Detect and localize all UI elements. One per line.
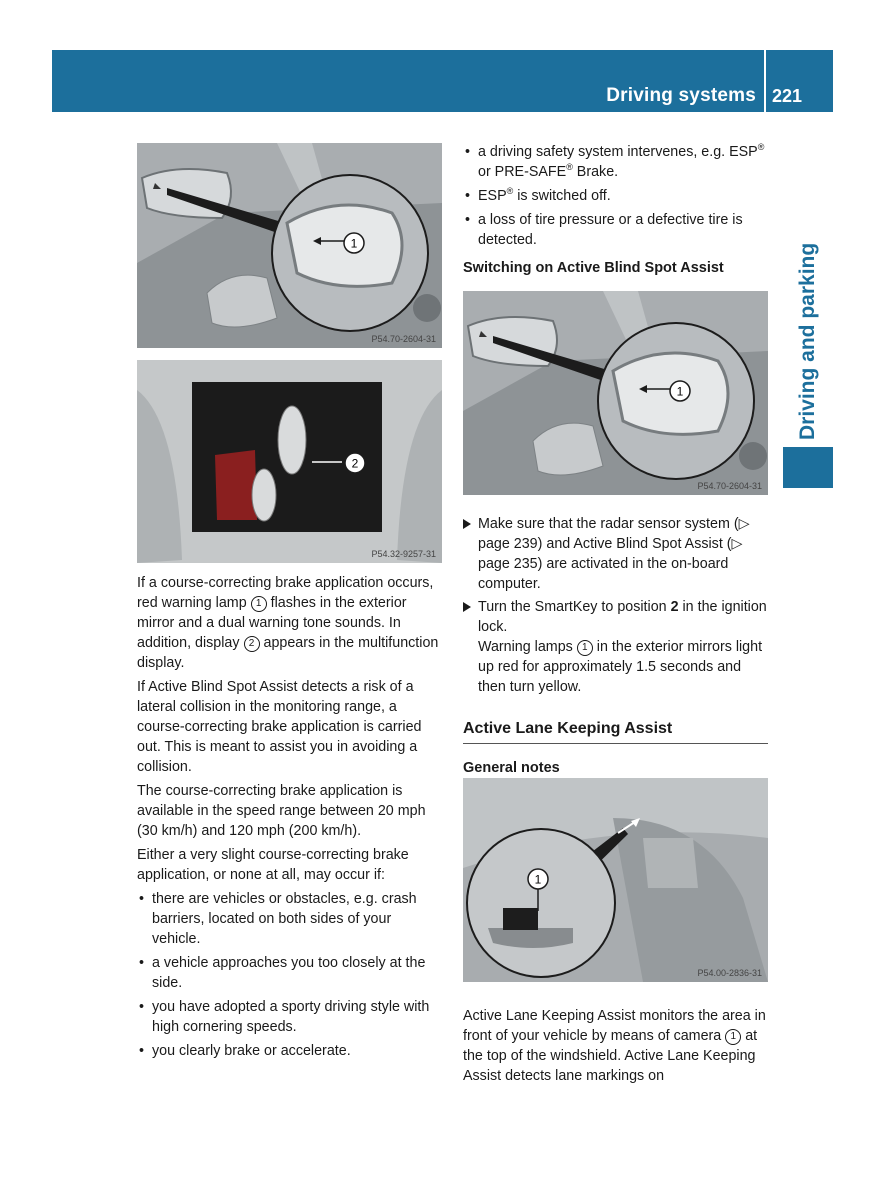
- text: Active Lane Keeping Assist monitors the area in front of your vehicle by means of camera: [463, 1008, 766, 1044]
- marker-1: 1: [725, 1029, 741, 1045]
- figure-code: P54.00-2836-31: [697, 968, 762, 978]
- list-item: • there are vehicles or obstacles, e.g. crash barriers, located on both sides of your vehicle.: [137, 889, 443, 949]
- instruction-step: [463, 514, 768, 594]
- right-column: [463, 142, 768, 1090]
- text: ESP: [478, 188, 507, 204]
- text: at the top of the windshield. Active Lane Keeping Assist detects lane markings on: [463, 1028, 758, 1084]
- text: Make sure that the radar sensor system (▷ page 239) and Active Blind Spot Assist (▷ page 235) are activated in the on-board computer.: [478, 516, 750, 592]
- svg-text:2: 2: [351, 456, 359, 471]
- figure-code: P54.70-2604-31: [371, 334, 436, 344]
- text: is switched off.: [513, 188, 611, 204]
- registered-mark: ®: [566, 162, 573, 173]
- marker-2: 2: [244, 636, 260, 652]
- text: in the ignition lock.: [478, 599, 767, 635]
- registered-mark: ®: [757, 142, 765, 153]
- paragraph-lane-keeping: [463, 1006, 768, 1086]
- list-item: [463, 186, 768, 206]
- step-arrow-icon: [463, 602, 471, 612]
- figure-spacer: [463, 788, 768, 1006]
- figure-code: P54.70-2604-31: [697, 481, 762, 491]
- section-heading: Active Lane Keeping Assist: [463, 719, 768, 744]
- paragraph-risk: If Active Blind Spot Assist detects a risk of a lateral collision in the monitoring range, a course-correcting brake application is carried out. This is meant to assist you in avoiding a collision.: [137, 679, 422, 775]
- text: flashes in the exterior mirror and a dual warning tone sounds. In addition, display: [137, 595, 407, 651]
- position-number: 2: [670, 599, 679, 615]
- left-column: [137, 573, 443, 1065]
- figure-code: P54.32-9257-31: [371, 549, 436, 559]
- callout-1: [342, 231, 366, 255]
- page-number: 221: [772, 86, 803, 106]
- instruction-step: [463, 597, 768, 697]
- svg-text:1: 1: [534, 872, 542, 887]
- text: If a course-correcting brake application occurs, red warning lamp: [137, 575, 434, 611]
- text: Warning lamps: [478, 639, 573, 655]
- text: Turn the SmartKey to position: [478, 599, 671, 615]
- text: appears in the multifunction display.: [137, 635, 439, 671]
- text: in the exterior mirrors light up red for approximately 1.5 seconds and then turn yellow.: [478, 639, 763, 695]
- mirror-illustration: [137, 143, 442, 348]
- svg-text:1: 1: [350, 236, 358, 251]
- subheading-switching-on: Switching on Active Blind Spot Assist: [463, 260, 724, 276]
- step-arrow-icon: [463, 519, 471, 529]
- text: a driving safety system intervenes, e.g. ESP: [478, 144, 758, 160]
- list-item: • you clearly brake or accelerate.: [137, 1041, 443, 1061]
- list-item: • you have adopted a sporty driving style with high cornering speeds.: [137, 997, 443, 1037]
- section-title: Driving systems: [606, 85, 756, 106]
- figure-exterior-mirror: [137, 143, 442, 348]
- chapter-tab-label: Driving and parking: [796, 242, 819, 440]
- registered-mark: ®: [506, 186, 514, 197]
- paragraph-warning-lamp: [137, 573, 443, 673]
- list-item: • a vehicle approaches you too closely at the side.: [137, 953, 443, 993]
- marker-1: 1: [251, 596, 267, 612]
- figure-spacer: [463, 288, 768, 514]
- text: Brake.: [572, 164, 619, 180]
- figure-multifunction-display: [137, 360, 442, 563]
- subheading-general-notes: General notes: [463, 760, 560, 776]
- list-item: • a loss of tire pressure or a defective tire is detected.: [463, 210, 768, 250]
- paragraph-speed-range: The course-correcting brake application is available in the speed range between 20 mph (30 km/h) and 120 mph (200 km/h).: [137, 783, 426, 839]
- chapter-tab-marker: [783, 447, 833, 488]
- svg-text:1: 1: [676, 384, 684, 399]
- list-item: [463, 142, 768, 182]
- callout-2: [343, 451, 367, 475]
- paragraph-conditions: Either a very slight course-correcting brake application, or none at all, may occur if:: [137, 847, 409, 883]
- header-separator: [764, 50, 766, 112]
- display-illustration: [137, 360, 442, 563]
- marker-1: 1: [577, 640, 593, 656]
- text: or PRE-SAFE: [478, 164, 567, 180]
